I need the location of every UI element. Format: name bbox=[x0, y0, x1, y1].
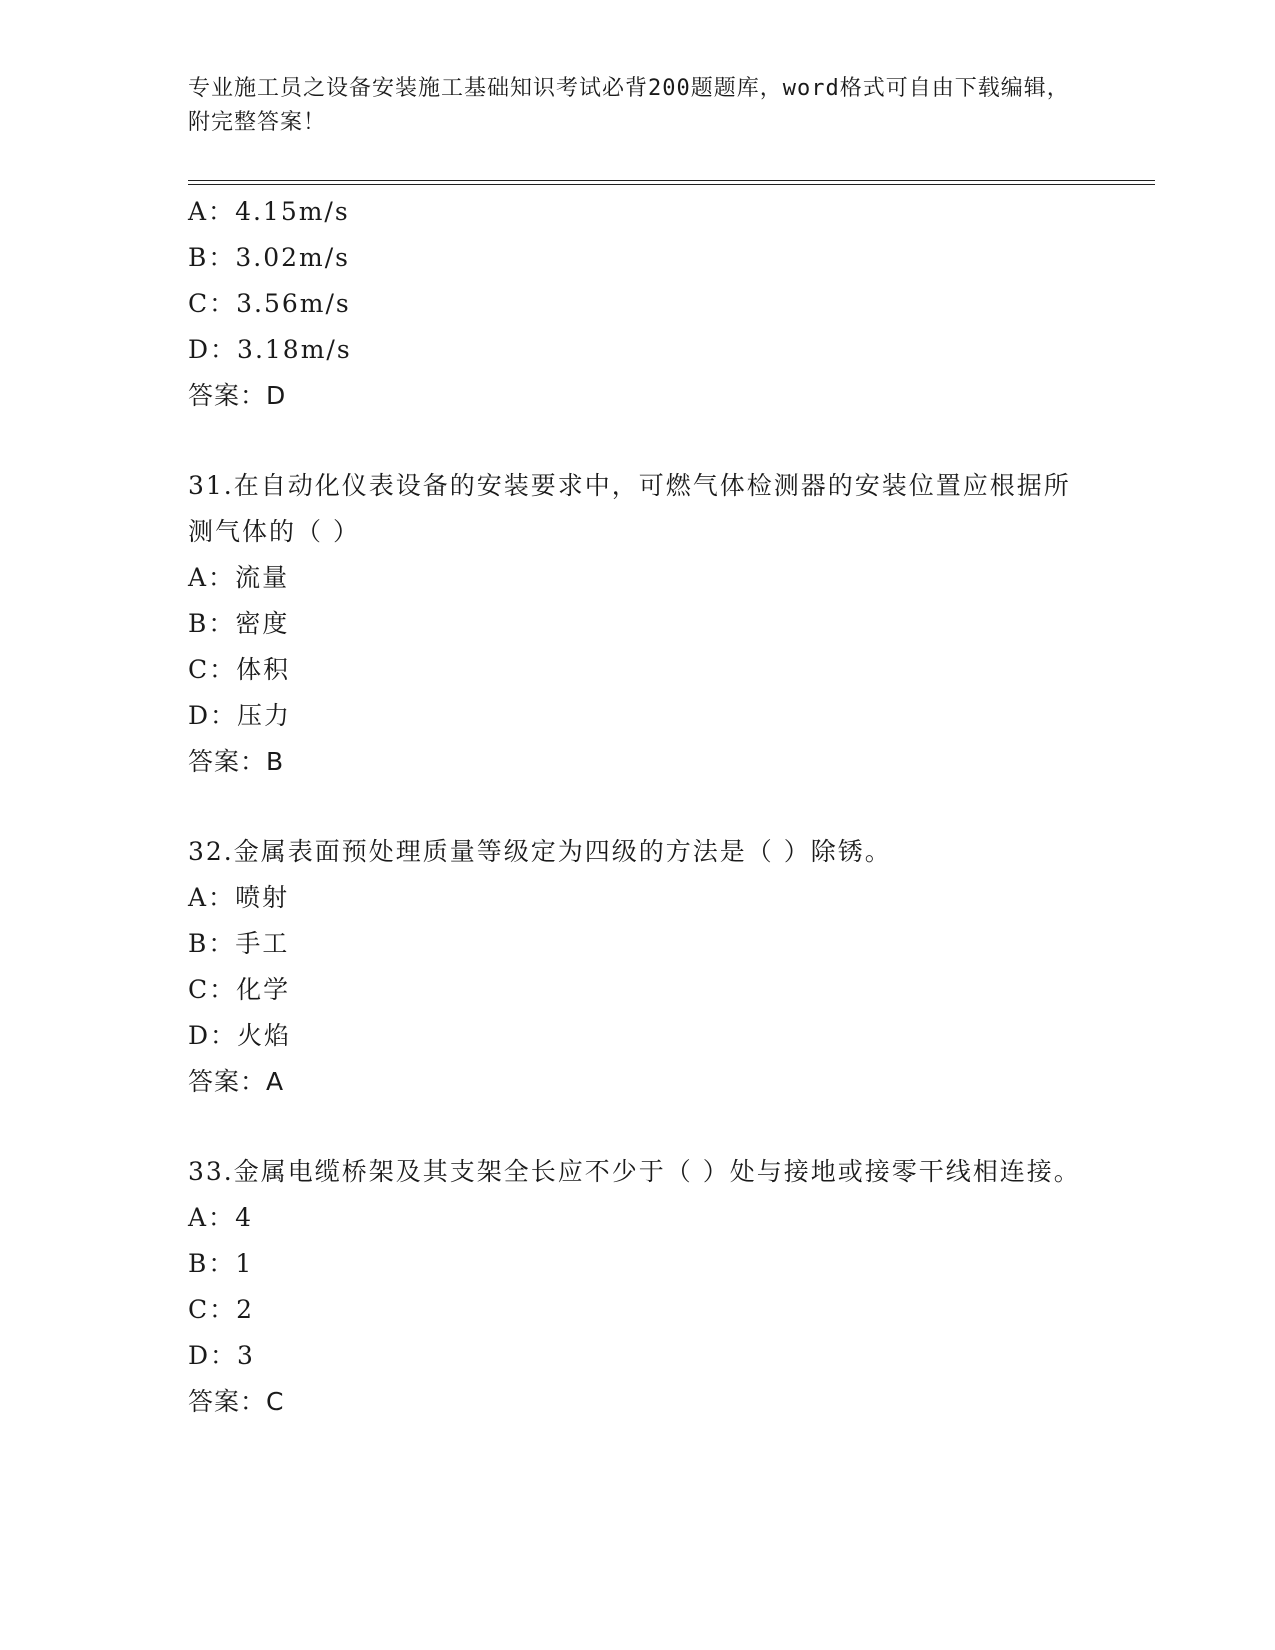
option-b: B：手工 bbox=[188, 929, 290, 958]
option-d: D：3 bbox=[188, 1341, 255, 1370]
page-header: 专业施工员之设备安装施工基础知识考试必背200题题库，word格式可自由下载编辑，附完整答案！ bbox=[188, 76, 1070, 135]
option-c: C：2 bbox=[188, 1295, 255, 1324]
option-d: D：压力 bbox=[188, 701, 292, 730]
question-31 bbox=[188, 463, 1088, 785]
answer-line: 答案：C bbox=[188, 1387, 285, 1416]
option-a: A：4.15m/s bbox=[188, 197, 350, 226]
option-a: A：4 bbox=[188, 1203, 253, 1232]
question-32 bbox=[188, 829, 1088, 1105]
option-b: B：密度 bbox=[188, 609, 290, 638]
question-text: 31.在自动化仪表设备的安装要求中，可燃气体检测器的安装位置应根据所测气体的（ ） bbox=[188, 471, 1071, 546]
answer-line: 答案：B bbox=[188, 747, 285, 776]
option-c: C：3.56m/s bbox=[188, 289, 351, 318]
option-c: C：体积 bbox=[188, 655, 291, 684]
question-30-continued bbox=[188, 189, 1088, 419]
option-d: D：火焰 bbox=[188, 1021, 292, 1050]
option-b: B：1 bbox=[188, 1249, 254, 1278]
option-c: C：化学 bbox=[188, 975, 291, 1004]
option-b: B：3.02m/s bbox=[188, 243, 350, 272]
option-a: A：喷射 bbox=[188, 883, 290, 912]
header-divider bbox=[188, 180, 1155, 185]
question-text: 33.金属电缆桥架及其支架全长应不少于（ ）处与接地或接零干线相连接。 bbox=[188, 1157, 1081, 1186]
option-a: A：流量 bbox=[188, 563, 290, 592]
answer-line: 答案：A bbox=[188, 1067, 285, 1096]
option-d: D：3.18m/s bbox=[188, 335, 352, 364]
question-33 bbox=[188, 1149, 1088, 1425]
question-text: 32.金属表面预处理质量等级定为四级的方法是（ ）除锈。 bbox=[188, 837, 892, 866]
answer-line: 答案：D bbox=[188, 381, 287, 410]
question-list bbox=[188, 189, 1088, 1425]
